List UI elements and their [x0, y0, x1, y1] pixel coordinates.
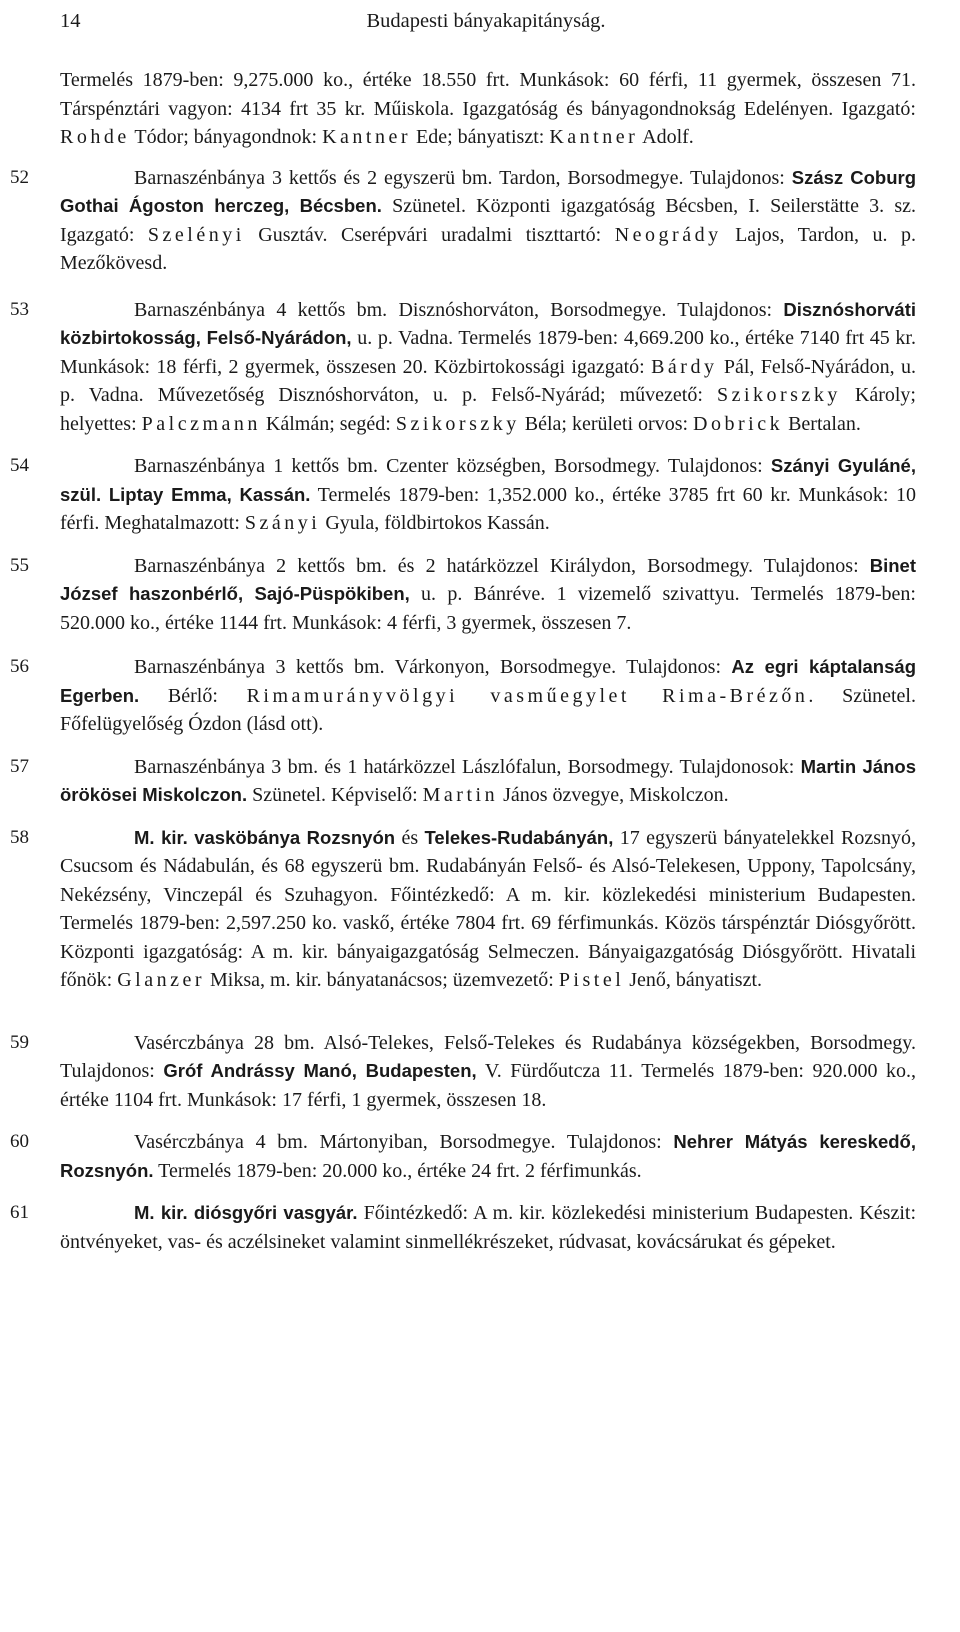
entry-text-run: Barnaszénbánya 4 kettős bm. Disznóshorváton, Borsodmegye. Tulajdonos: — [134, 298, 784, 321]
spaced-name: Palczmann — [141, 412, 261, 435]
entry — [10, 552, 916, 638]
entry-text-run: u. p. Bánréve. 1 vizemelő szivattyu. Termelés 1879-ben: 520.000 ko., értéke 1144 frt. Munkások: 4 férfi, 3 gyermek, összesen 7. — [60, 583, 916, 634]
spaced-name: Szelényi — [147, 223, 245, 246]
entry-text-run: Főintézkedő: A m. kir. közlekedési ministerium Budapesten. Készit: öntvényeket, vas- és aczélsineket valamint sinmellékrészeket, rúdvasat, kovácsárukat és gépeket. — [60, 1202, 916, 1253]
entry-text-run: u. p. Vadna. Termelés 1879-ben: 4,669.200 ko., értéke 7140 frt 45 kr. Munkások: 18 férfi, 2 gyermek, összesen 20. Közbirtokossági igazgató: — [60, 327, 916, 378]
entry-text-run: Termelés 1879-ben: 9,275.000 ko., értéke 18.550 frt. Munkások: 60 férfi, 11 gyermek, összesen 71. Társpénztári vagyon: 4134 frt 35 kr. Műiskola. Igazgatóság és bányagondnokság Edelényen. Igazgató: — [60, 69, 916, 120]
entries-list — [10, 164, 917, 1257]
owner-name: Binet József haszonbérlő, Sajó-Püspökiben, — [60, 554, 916, 604]
entry — [10, 296, 916, 439]
entry-number: 60 — [10, 1131, 29, 1152]
entry-text-run: Barnaszénbánya 1 kettős bm. Czenter községben, Borsodmegy. Tulajdonos: — [134, 455, 771, 477]
entry-paragraph — [60, 1199, 916, 1256]
entry — [10, 164, 917, 278]
page-body — [10, 66, 917, 1256]
entry-text-run: V. Fürdőutcza 11. Termelés 1879-ben: 920.000 ko., értéke 1104 frt. Munkások: 17 férfi, 1 gyermek, összesen 18. — [60, 1060, 917, 1111]
entry-number: 53 — [10, 298, 29, 320]
entry-text-run: Lajos, Tardon, u. p. Mezőkövesd. — [60, 223, 916, 274]
page-header — [52, 6, 920, 36]
page-number: 14 — [60, 10, 81, 32]
owner-name: Szányi Gyuláné, szül. Liptay Emma, Kassán. — [60, 455, 916, 505]
spaced-name: Rohde — [60, 126, 130, 148]
entry-text-run: Bertalan. — [783, 412, 861, 435]
entry-number: 54 — [10, 455, 29, 476]
spaced-name: Szikorszky — [716, 384, 841, 406]
entry — [10, 653, 916, 739]
entry-number: 52 — [10, 166, 29, 188]
owner-name: Gróf Andrássy Manó, Budapesten, — [163, 1060, 477, 1081]
entry-text-run: Barnaszénbánya 3 bm. és 1 határközzel Lászlófalun, Borsodmegy. Tulajdonosok: — [134, 755, 801, 778]
entry-paragraph — [60, 1029, 916, 1115]
owner-name: Az egri káptalanság Egerben. — [60, 656, 916, 706]
entry-paragraph — [60, 452, 916, 538]
entry — [10, 1029, 917, 1115]
entry-text-run: Gusztáv. Cserépvári uradalmi tiszttartó: — [244, 223, 615, 246]
entry — [10, 452, 916, 538]
spaced-name: Pistel — [558, 969, 625, 991]
spaced-name: Kantner — [322, 126, 412, 148]
entry-paragraph — [60, 552, 916, 638]
spaced-name: Kantner — [549, 126, 639, 148]
owner-name: M. kir. diósgyőri vasgyár. — [134, 1202, 358, 1223]
entry-text-run: Jenő, bányatiszt. — [624, 969, 763, 991]
entry-paragraph — [60, 753, 916, 810]
entry-text-run: Termelés 1879-ben: 1,352.000 ko., értéke 3785 frt 60 kr. Munkások: 10 férfi. Meghatalmazott: — [60, 483, 916, 534]
entry — [10, 1199, 916, 1256]
entry-text-run: Tódor; bányagondnok: — [129, 126, 323, 148]
owner-name: vasköbánya Rozsnyón — [194, 826, 396, 848]
entry-text-run: . Szünetel. Főfelügyelőség Ózdon (lásd ott). — [60, 684, 916, 735]
entry-text-run: Béla; kerületi orvos: — [519, 412, 694, 435]
entry-text-run: Ede; bányatiszt: — [411, 126, 550, 148]
entry-text-run: Barnaszénbánya 3 kettős bm. Várkonyon, Borsodmegye. Tulajdonos: — [134, 656, 732, 678]
entry-text-run: Vasérczbánya 28 bm. Alsó-Telekes, Felső-Telekes és Rudabánya községekben, Borsodmegy. Tulajdonos: — [60, 1031, 916, 1082]
entry-text-run: Vasérczbánya 4 bm. Mártonyiban, Borsodmegye. Tulajdonos: — [134, 1131, 674, 1153]
entry-text-run: János özvegye, Miskolczon. — [498, 784, 729, 806]
owner-name: Nehrer Mátyás kereskedő, Rozsnyón. — [60, 1131, 917, 1181]
owner-name: Szász Coburg Gothai Ágoston herczeg, Bécsben. — [60, 166, 916, 216]
spaced-name: Bárdy — [651, 355, 718, 378]
entry — [10, 753, 916, 810]
entry-paragraph — [60, 653, 916, 739]
entry — [10, 1128, 917, 1185]
entry-text-run: Termelés 1879-ben: 20.000 ko., értéke 24 frt. 2 férfimunkás. — [153, 1159, 642, 1182]
entry-text-run: Barnaszénbánya 3 kettős és 2 egyszerü bm. Tardon, Borsodmegye. Tulajdonos: — [134, 166, 792, 189]
entry-paragraph — [60, 164, 916, 278]
spaced-name: Glanzer — [117, 969, 206, 991]
spaced-name: Rimamurányvölgyi vasműegylet Rima-Brézőn — [246, 684, 809, 707]
entry-number: 59 — [10, 1031, 29, 1053]
owner-name: Disznóshorváti közbirtokosság, Felső-Nyárádon, — [60, 298, 916, 348]
entry-number: 57 — [10, 755, 29, 777]
owner-name: M. kir. — [134, 826, 188, 848]
entry-text-run: Szünetel. Képviselő: — [247, 784, 423, 806]
entry-number: 56 — [10, 656, 29, 677]
spaced-name: Martin — [422, 784, 499, 806]
running-title: Budapesti bányakapitányság. — [366, 10, 606, 32]
entry-number: 58 — [10, 826, 29, 848]
spaced-name: Neogrády — [614, 223, 722, 246]
entry-paragraph — [60, 824, 916, 995]
entry-number: 55 — [10, 554, 29, 576]
entry-text-run: és — [395, 826, 425, 849]
entry-text-run: Kálmán; segéd: — [260, 412, 396, 435]
entry-paragraph — [60, 1128, 916, 1185]
entry-text-run: Gyula, földbirtokos Kassán. — [320, 512, 550, 534]
entry-text-run: Pál, Felső-Nyárádon, u. p. Vadna. Művezetőség Disznóshorváton, u. p. Felső-Nyárád; művezető: — [60, 355, 916, 406]
entry-number: 61 — [10, 1202, 29, 1223]
spaced-name: Dobrick — [693, 412, 784, 435]
owner-name: Telekes-Rudabányán, — [424, 826, 614, 848]
entry-text-run: Barnaszénbánya 2 kettős bm. és 2 határközzel Királydon, Borsodmegy. Tulajdonos: — [134, 554, 870, 577]
owner-name: Martin János örökösei Miskolczon. — [60, 755, 916, 805]
entry-paragraph — [60, 296, 916, 439]
entry-text-run: Szünetel. Központi igazgatóság Bécsben, I. Seilerstätte 3. sz. Igazgató: — [60, 195, 917, 246]
entry — [10, 824, 917, 995]
entry-text-run: 17 egyszerü bányatelekkel Rozsnyó, Csucsom és Nádabulán, és 68 egyszerü bm. Rudabányán Felső- és Alsó-Telekesen, Uppony, Tapolcsány, Nekézsény, Vinczepál és Szuhagyon. Főintézkedő: A m. kir. közlekedési ministerium Budapesten. Termelés 1879-ben: 2,597.250 ko. vaskő, értéke 7804 frt. 69 férfimunkás. Közös társpénztár Diósgyőrött. Központi igazgatóság: A m. kir. bányaigazgatóság Selmeczen. Bányaigazgatóság Diósgyőrött. Hivatali főnök: — [60, 826, 917, 991]
entry-text-run: Bérlő: — [139, 684, 247, 707]
intro-paragraph — [60, 66, 916, 152]
entry-text-run: Adolf. — [638, 126, 694, 148]
spaced-name: Szányi — [244, 512, 321, 534]
spaced-name: Szikorszky — [395, 412, 520, 435]
entry-text-run: Károly; helyettes: — [60, 384, 916, 435]
entry-text-run: Miksa, m. kir. bányatanácsos; üzemvezető: — [205, 969, 559, 991]
